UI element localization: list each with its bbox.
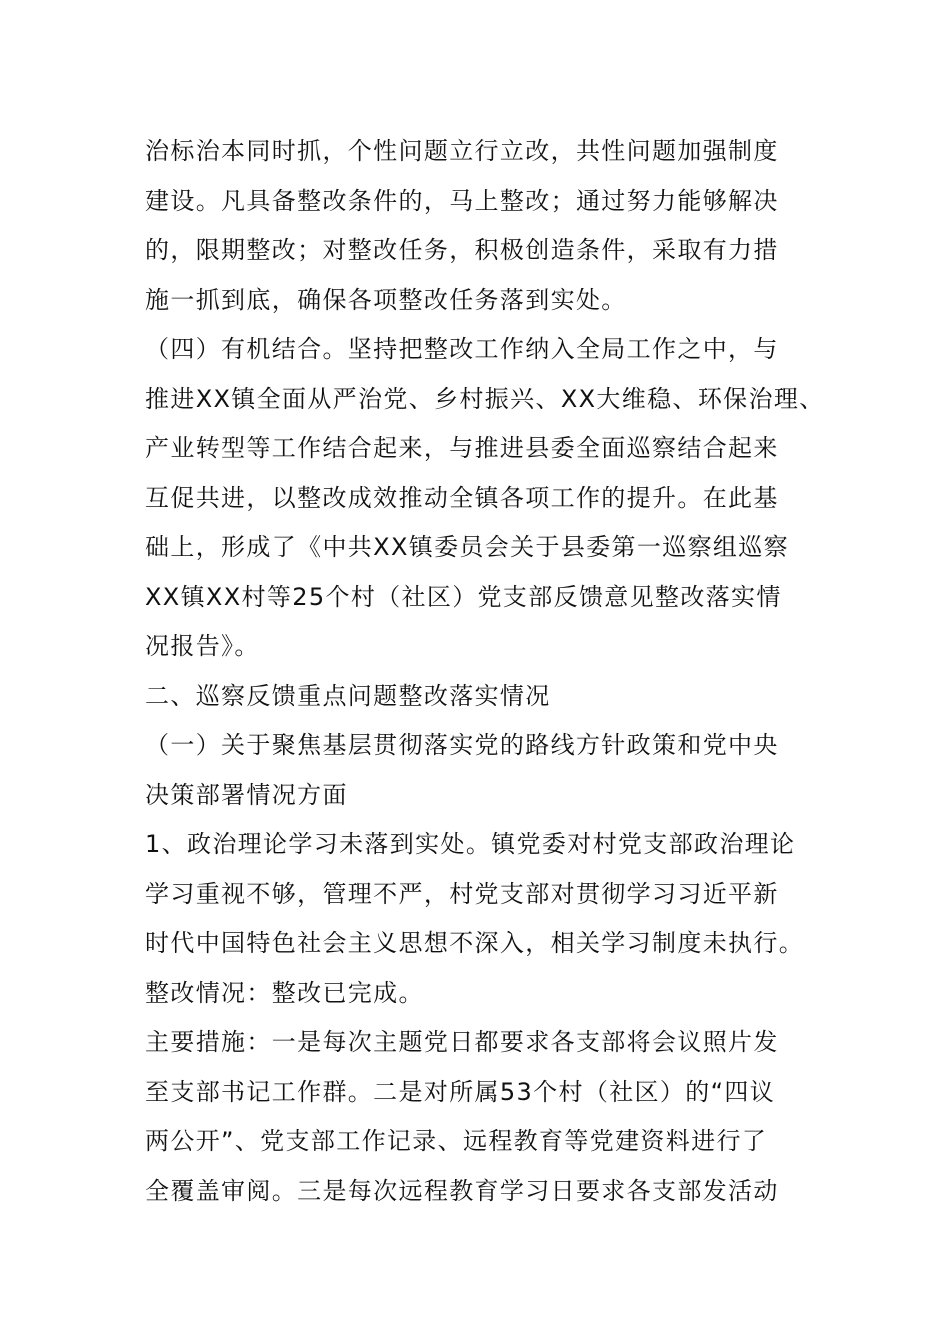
item-heading-line: 1、政治理论学习未落到实处。镇党委对村党支部政治理论 [145,830,796,858]
text-line: 产业转型等工作结合起来，与推进县委全面巡察结合起来 [145,434,779,462]
status-line: 整改情况：整改已完成。 [145,978,424,1007]
text-line: 至支部书记工作群。二是对所属53个村（社区）的“四议 [145,1077,776,1106]
text-line: 施一抓到底，确保各项整改任务落到实处。 [145,285,627,314]
subsection-heading-line: 决策部署情况方面 [145,780,348,809]
subsection-heading-line: （一）关于聚焦基层贯彻落实党的路线方针政策和党中央 [145,731,779,759]
document-body [145,127,825,1216]
text-line: 互促共进，以整改成效推动全镇各项工作的提升。在此基 [145,483,779,512]
text-line: 建设。凡具备整改条件的，马上整改；通过努力能够解决 [145,186,779,215]
text-line: XX镇XX村等25个村（社区）党支部反馈意见整改落实情 [145,582,782,611]
text-line: 治标治本同时抓，个性问题立行立改，共性问题加强制度 [145,137,779,165]
text-line: 时代中国特色社会主义思想不深入，相关学习制度未执行。 [145,929,805,957]
text-line: 况报告》。 [145,632,260,660]
text-line: 学习重视不够，管理不严，村党支部对贯彻学习习近平新 [145,879,779,908]
section-heading: 二、巡察反馈重点问题整改落实情况 [145,681,551,710]
text-line: 的，限期整改；对整改任务，积极创造条件，采取有力措 [145,236,779,264]
text-line: 两公开”、党支部工作记录、远程教育等党建资料进行了 [145,1127,768,1155]
text-line: 全覆盖审阅。三是每次远程教育学习日要求各支部发活动 [145,1176,779,1205]
section-heading-line: （四）有机结合。坚持把整改工作纳入全局工作之中，与 [145,335,779,363]
text-line: 推进XX镇全面从严治党、乡村振兴、XX大维稳、环保治理、 [145,384,825,413]
text-line: 础上，形成了《中共XX镇委员会关于县委第一巡察组巡察 [145,533,789,561]
measures-line: 主要措施：一是每次主题党日都要求各支部将会议照片发 [145,1028,779,1056]
